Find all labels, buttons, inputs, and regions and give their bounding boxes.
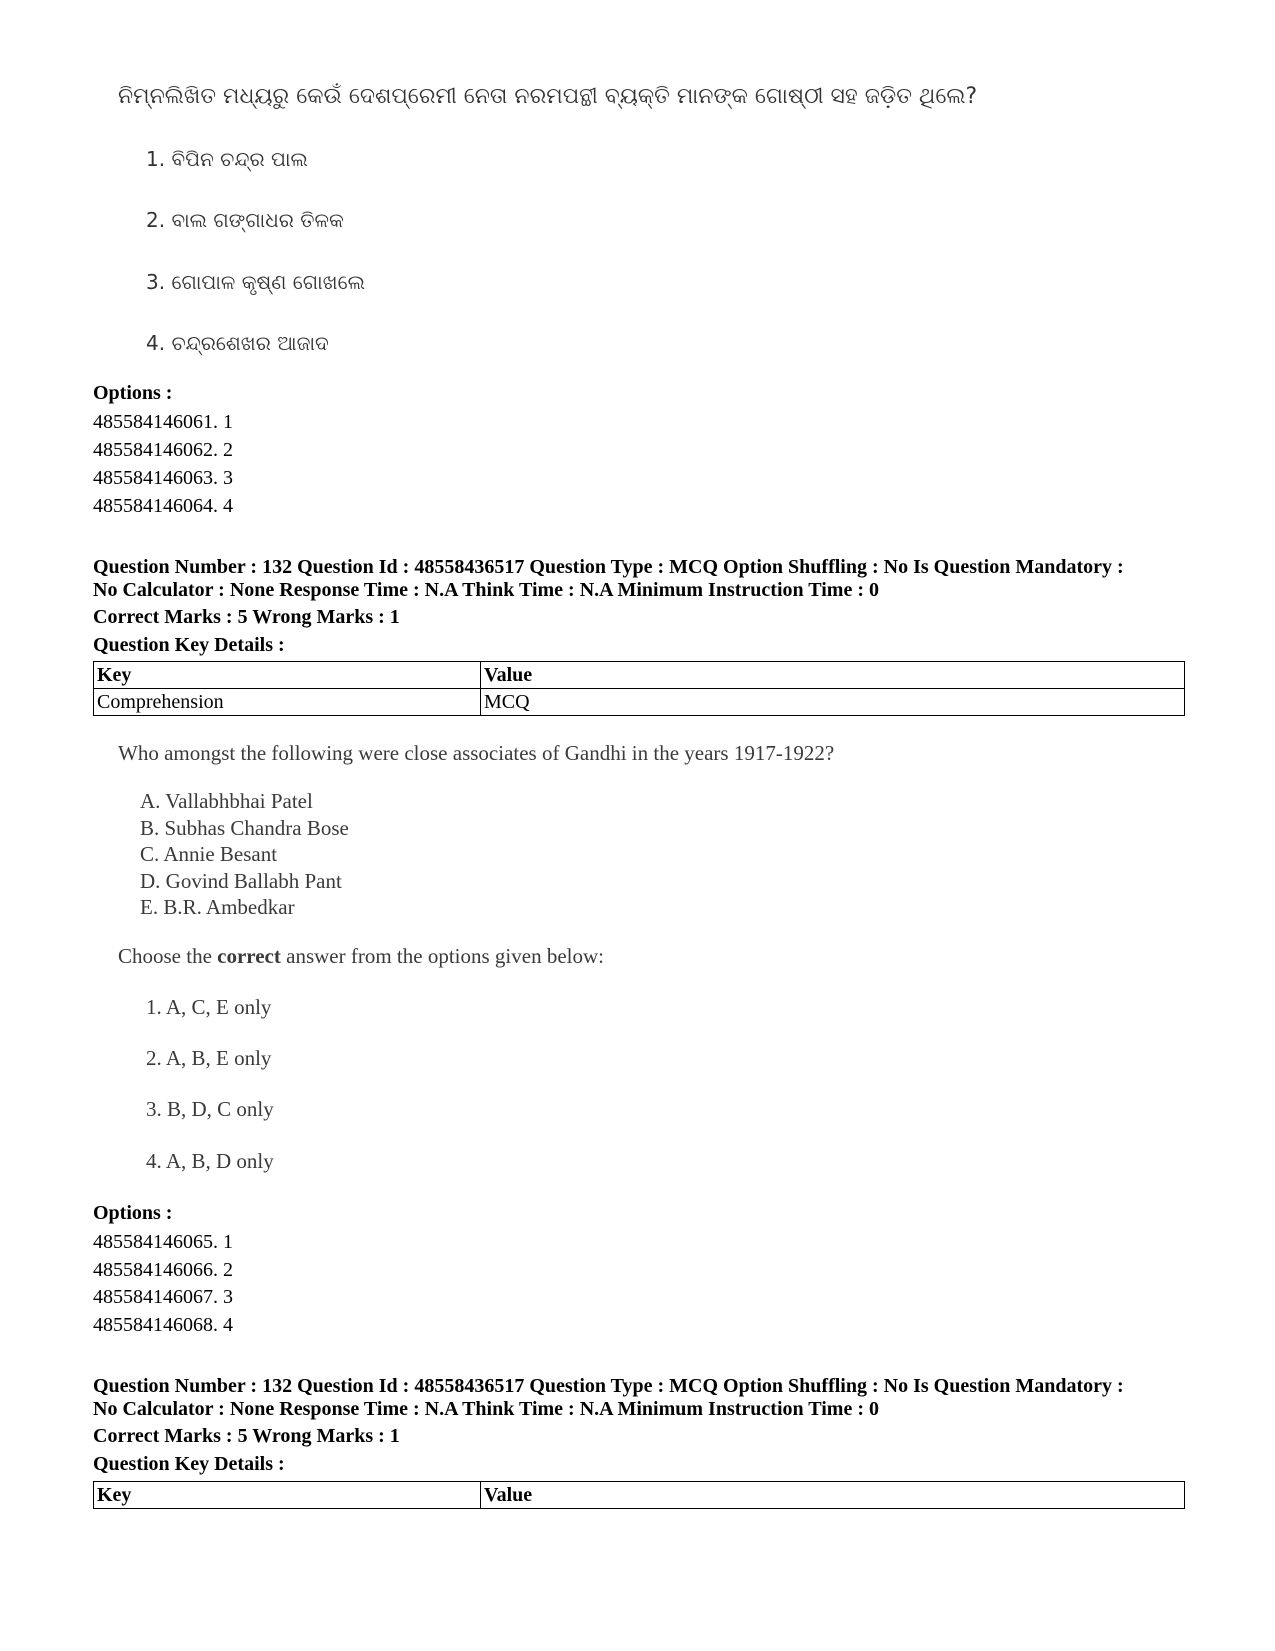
statement-item: E. B.R. Ambedkar: [140, 895, 295, 919]
option-item: 485584146061. 1: [93, 411, 233, 433]
options-heading: Options :: [93, 1202, 173, 1224]
statement-item: C. Annie Besant: [140, 842, 278, 866]
table-header-value: Value: [481, 1482, 1185, 1509]
question-meta-line2: No Calculator : None Response Time : N.A Think Time : N.A Minimum Instruction Time : 0: [93, 579, 879, 601]
option-item: 485584146066. 2: [93, 1259, 233, 1281]
statement-item: D. Govind Ballabh Pant: [140, 869, 342, 893]
table-cell-key: Comprehension: [94, 689, 481, 716]
statement-item: B. Subhas Chandra Bose: [140, 816, 349, 840]
marks-line: Correct Marks : 5 Wrong Marks : 1: [93, 606, 400, 628]
key-value-table: [93, 661, 1185, 716]
instruction-pre: Choose the: [118, 944, 212, 968]
english-choice-2: 2. A, B, E only: [146, 1046, 272, 1070]
table-header-value: Value: [481, 662, 1185, 689]
english-question-text: Who amongst the following were close associates of Gandhi in the years 1917-1922?: [118, 741, 835, 765]
odia-choice-3: 3. ଗୋପାଳ କୃଷ୍ଣ ଗୋଖଲେ: [146, 270, 366, 294]
odia-choice-2: 2. ବାଲ ଗଙ୍ଗାଧର ତିଳକ: [146, 208, 344, 232]
instruction-bold: correct: [217, 944, 281, 968]
instruction-post: answer from the options given below:: [286, 944, 604, 968]
english-choice-4: 4. A, B, D only: [146, 1149, 274, 1173]
options-heading: Options :: [93, 382, 173, 404]
question-meta-line1: Question Number : 132 Question Id : 48558436517 Question Type : MCQ Option Shuffling : No Is Question Mandatory :: [93, 556, 1124, 578]
table-cell-value: MCQ: [481, 689, 1185, 716]
key-value-table: [93, 1481, 1185, 1509]
option-item: 485584146063. 3: [93, 467, 233, 489]
odia-choice-1: 1. ବିପିନ ଚନ୍ଦ୍ର ପାଲ: [146, 147, 308, 171]
option-item: 485584146064. 4: [93, 495, 233, 517]
odia-question-text: ନିମ୍ନଲିଖିତ ମଧ୍ୟରୁ କେଉଁ ଦେଶପ୍ରେମୀ ନେତା ନରମପନ୍ଥୀ ବ୍ୟକ୍ତି ମାନଙ୍କ ଗୋଷ୍ଠୀ ସହ ଜଡ଼ିତ ଥିଲେ?: [118, 84, 978, 109]
key-details-label: Question Key Details :: [93, 634, 285, 656]
table-header-row: [94, 1482, 1185, 1509]
option-item: 485584146068. 4: [93, 1314, 233, 1336]
instruction-line: [118, 944, 604, 969]
option-item: 485584146065. 1: [93, 1231, 233, 1253]
table-header-row: [94, 662, 1185, 689]
table-row: [94, 689, 1185, 716]
odia-choice-4: 4. ଚନ୍ଦ୍ରଶେଖର ଆଜାଦ: [146, 331, 329, 355]
statement-item: A. Vallabhbhai Patel: [140, 789, 313, 813]
question-meta-line1: Question Number : 132 Question Id : 48558436517 Question Type : MCQ Option Shuffling : No Is Question Mandatory :: [93, 1375, 1124, 1397]
question-meta-line2: No Calculator : None Response Time : N.A Think Time : N.A Minimum Instruction Time : 0: [93, 1398, 879, 1420]
option-item: 485584146062. 2: [93, 439, 233, 461]
table-header-key: Key: [94, 662, 481, 689]
option-item: 485584146067. 3: [93, 1286, 233, 1308]
english-choice-3: 3. B, D, C only: [146, 1097, 274, 1121]
table-header-key: Key: [94, 1482, 481, 1509]
marks-line: Correct Marks : 5 Wrong Marks : 1: [93, 1425, 400, 1447]
key-details-label: Question Key Details :: [93, 1453, 285, 1475]
english-choice-1: 1. A, C, E only: [146, 995, 272, 1019]
